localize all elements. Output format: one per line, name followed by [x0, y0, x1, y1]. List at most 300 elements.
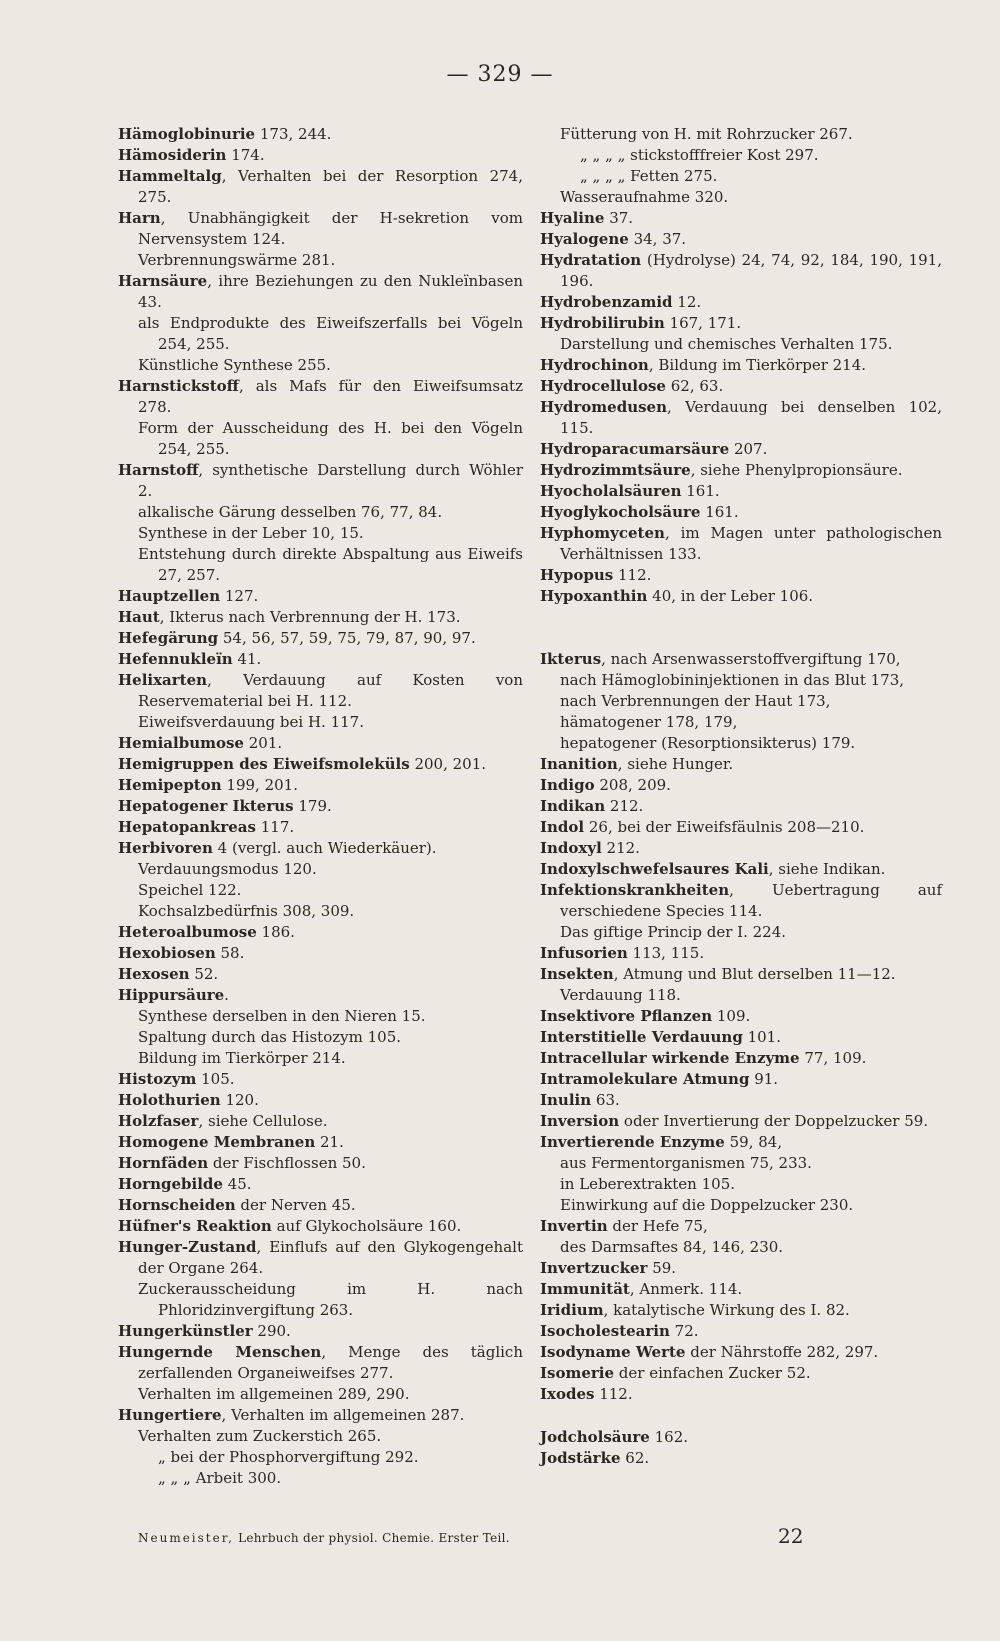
index-entry — [118, 166, 523, 208]
index-term: Hyoglykocholsäure — [540, 503, 701, 521]
index-refs: 207. — [729, 440, 768, 458]
index-entry — [118, 355, 523, 376]
index-refs: , Verhalten bei der Resorption 274, 275. — [138, 167, 523, 206]
index-entry — [118, 1006, 523, 1027]
index-entry — [118, 775, 523, 796]
index-refs: Darstellung und chemisches Verhalten 175. — [560, 335, 893, 353]
index-entry — [540, 1006, 942, 1027]
index-term: Inanition — [540, 755, 618, 773]
index-entry — [540, 250, 942, 292]
page-number: — 329 — — [446, 62, 554, 87]
index-refs: 173, 244. — [255, 125, 332, 143]
index-entry — [118, 586, 523, 607]
index-entry — [118, 922, 523, 943]
index-refs: oder Invertierung der Doppelzucker 59. — [619, 1112, 929, 1130]
index-entry — [540, 1069, 942, 1090]
index-entry — [540, 1132, 942, 1153]
index-term: Hepatopankreas — [118, 818, 256, 836]
index-term: Hepatogener Ikterus — [118, 797, 294, 815]
index-entry — [118, 796, 523, 817]
index-term: Invertin — [540, 1217, 608, 1235]
index-entry — [118, 943, 523, 964]
index-entry — [540, 460, 942, 481]
index-entry — [118, 1195, 523, 1216]
index-term: Iridium — [540, 1301, 604, 1319]
index-entry — [540, 1048, 942, 1069]
index-term: Holothurien — [118, 1091, 221, 1109]
index-term: Hypoxanthin — [540, 587, 648, 605]
index-entry — [118, 1384, 523, 1405]
index-term: Hyphomyceten — [540, 524, 665, 542]
index-term: Hydrozimmtsäure — [540, 461, 691, 479]
index-entry — [118, 1237, 523, 1279]
index-refs: , siehe Indikan. — [768, 860, 886, 878]
index-term: Homogene Membranen — [118, 1133, 316, 1151]
index-entry — [540, 859, 942, 880]
index-term: Heteroalbumose — [118, 923, 257, 941]
index-refs: , siehe Cellulose. — [198, 1112, 328, 1130]
index-term: Hexobiosen — [118, 944, 216, 962]
index-refs: „ „ „ „ stickstofffreier Kost 297. — [580, 146, 819, 164]
index-refs: 91. — [749, 1070, 779, 1088]
index-entry — [540, 775, 942, 796]
index-refs: hepatogener (Resorptionsikterus) 179. — [560, 734, 856, 752]
index-refs: 113, 115. — [627, 944, 705, 962]
index-refs: Zuckerausscheidung im H. nach Phloridzinvergiftung 263. — [138, 1280, 523, 1319]
index-refs: des Darmsaftes 84, 146, 230. — [560, 1238, 784, 1256]
index-entry — [118, 712, 523, 733]
index-refs: 41. — [232, 650, 262, 668]
index-refs: Entstehung durch direkte Abspaltung aus Eiweifs 27, 257. — [138, 545, 523, 584]
index-refs: 161. — [700, 503, 739, 521]
index-entry — [540, 670, 942, 691]
index-entry — [540, 922, 942, 943]
index-refs: Fütterung von H. mit Rohrzucker 267. — [560, 125, 853, 143]
index-term: Hydromedusen — [540, 398, 667, 416]
index-term: Hyalogene — [540, 230, 629, 248]
index-term: Hungernde Menschen — [118, 1343, 322, 1361]
index-refs: , siehe Hunger. — [617, 755, 734, 773]
index-entry — [540, 1300, 942, 1321]
index-entry — [118, 1174, 523, 1195]
index-term: Intramolekulare Atmung — [540, 1070, 750, 1088]
index-refs: 290. — [252, 1322, 291, 1340]
index-refs: , Verhalten im allgemeinen 287. — [221, 1406, 465, 1424]
index-entry — [540, 712, 942, 733]
index-refs: „ bei der Phosphorvergiftung 292. — [158, 1448, 419, 1466]
index-term: Herbivoren — [118, 839, 213, 857]
index-refs: Bildung im Tierkörper 214. — [138, 1049, 346, 1067]
index-entry — [118, 250, 523, 271]
index-term: Hämoglobinurie — [118, 125, 256, 143]
index-entry — [540, 1111, 942, 1132]
index-entry — [540, 880, 942, 922]
index-entry — [118, 418, 523, 460]
index-entry — [118, 880, 523, 901]
index-term: Inulin — [540, 1091, 592, 1109]
index-term: Hungertiere — [118, 1406, 222, 1424]
index-refs: der Nerven 45. — [235, 1196, 356, 1214]
index-refs: , siehe Phenylpropionsäure. — [690, 461, 903, 479]
index-entry — [540, 481, 942, 502]
index-refs: , Uebertragung auf verschiedene Species 114. — [560, 881, 942, 920]
index-term: Insekten — [540, 965, 614, 983]
index-term: Harn — [118, 209, 161, 227]
index-entry — [540, 502, 942, 523]
index-refs: Synthese in der Leber 10, 15. — [138, 524, 364, 542]
index-refs: 59. — [647, 1259, 677, 1277]
index-entry — [540, 376, 942, 397]
index-refs: 37. — [604, 209, 634, 227]
index-entry — [118, 1426, 523, 1447]
index-entry — [118, 124, 523, 145]
index-refs: Künstliche Synthese 255. — [138, 356, 331, 374]
index-refs: , Anmerk. 114. — [629, 1280, 743, 1298]
index-entry — [118, 733, 523, 754]
index-term: Hemigruppen des Eiweifsmoleküls — [118, 755, 410, 773]
index-refs: 34, 37. — [628, 230, 687, 248]
index-term: Ikterus — [540, 650, 602, 668]
index-entry — [118, 313, 523, 355]
index-entry — [118, 985, 523, 1006]
index-entry — [540, 166, 942, 187]
index-entry — [118, 1048, 523, 1069]
index-entry — [540, 586, 942, 607]
index-refs: 117. — [255, 818, 295, 836]
index-refs: 63. — [591, 1091, 620, 1109]
index-refs: „ „ „ Arbeit 300. — [158, 1469, 282, 1487]
index-refs: Synthese derselben in den Nieren 15. — [138, 1007, 426, 1025]
index-entry — [118, 1069, 523, 1090]
index-entry — [540, 1216, 942, 1237]
index-refs: 109. — [712, 1007, 751, 1025]
index-term: Interstitielle Verdauung — [540, 1028, 743, 1046]
index-entry — [540, 334, 942, 355]
index-entry — [118, 1405, 523, 1426]
index-refs: 59, 84, — [724, 1133, 783, 1151]
footer-author: Neumeister, — [138, 1531, 234, 1545]
index-refs: „ „ „ „ Fetten 275. — [580, 167, 718, 185]
index-refs: Kochsalzbedürfnis 308, 309. — [138, 902, 355, 920]
index-refs: , Verdauung bei denselben 102, 115. — [560, 398, 942, 437]
index-entry — [118, 1342, 523, 1384]
index-term: Hemipepton — [118, 776, 222, 794]
index-entry — [118, 1027, 523, 1048]
index-term: Hauptzellen — [118, 587, 221, 605]
index-refs: , als Mafs für den Eiweifsumsatz 278. — [138, 377, 523, 416]
index-entry — [118, 460, 523, 502]
index-term: Harnstickstoff — [118, 377, 239, 395]
index-entry — [540, 649, 942, 670]
index-term: Harnsäure — [118, 272, 208, 290]
index-refs: , Unabhängigkeit der H-sekretion vom Nervensystem 124. — [138, 209, 523, 248]
index-term: Hemialbumose — [118, 734, 244, 752]
index-entry — [118, 838, 523, 859]
index-refs: 201. — [243, 734, 283, 752]
index-entry — [540, 943, 942, 964]
index-refs: , Ikterus nach Verbrennung der H. 173. — [159, 608, 461, 626]
index-refs: alkalische Gärung desselben 76, 77, 84. — [138, 503, 443, 521]
index-entry — [118, 901, 523, 922]
index-term: Hydrochinon — [540, 356, 649, 374]
index-refs: 208, 209. — [594, 776, 671, 794]
index-term: Indikan — [540, 797, 606, 815]
index-term: Indoxyl — [540, 839, 602, 857]
index-entry — [540, 313, 942, 334]
index-entry — [540, 1195, 942, 1216]
index-refs: Verbrennungswärme 281. — [138, 251, 336, 269]
index-term: Hefennukleïn — [118, 650, 233, 668]
index-entry — [118, 628, 523, 649]
index-entry — [540, 124, 942, 145]
index-term: Invertzucker — [540, 1259, 648, 1277]
index-refs: 112. — [594, 1385, 633, 1403]
index-refs: , ihre Beziehungen zu den Nukleïnbasen 43. — [138, 272, 523, 311]
index-term: Hornscheiden — [118, 1196, 236, 1214]
index-refs: auf Glykocholsäure 160. — [271, 1217, 462, 1235]
index-refs: Verhalten im allgemeinen 289, 290. — [138, 1385, 410, 1403]
index-term: Hyocholalsäuren — [540, 482, 682, 500]
index-term: Hexosen — [118, 965, 190, 983]
index-refs: 52. — [189, 965, 219, 983]
index-entry — [118, 1132, 523, 1153]
index-refs: 161. — [681, 482, 720, 500]
signature-mark: 22 — [778, 1524, 804, 1548]
index-entry — [540, 691, 942, 712]
index-refs: aus Fermentorganismen 75, 233. — [560, 1154, 812, 1172]
index-refs: 112. — [613, 566, 652, 584]
index-entry — [540, 1384, 942, 1405]
index-refs: 162. — [649, 1428, 689, 1446]
index-refs: hämatogener 178, 179, — [560, 713, 738, 731]
index-entry — [118, 817, 523, 838]
index-refs: , im Magen unter pathologischen Verhältnissen 133. — [560, 524, 942, 563]
index-entry — [540, 208, 942, 229]
index-term: Hypopus — [540, 566, 614, 584]
index-term: Isomerie — [540, 1364, 615, 1382]
index-refs: 4 (vergl. auch Wiederkäuer). — [212, 839, 437, 857]
index-entry — [118, 754, 523, 775]
index-refs: . — [224, 986, 229, 1004]
index-refs: Das giftige Princip der I. 224. — [560, 923, 787, 941]
index-refs: 174. — [226, 146, 265, 164]
index-term: Jodcholsäure — [540, 1428, 650, 1446]
index-entry — [540, 1279, 942, 1300]
index-refs: 167, 171. — [664, 314, 742, 332]
index-refs: , Atmung und Blut derselben 11—12. — [613, 965, 896, 983]
index-entry — [540, 1321, 942, 1342]
footer-title: Lehrbuch der physiol. Chemie. Erster Teil. — [233, 1531, 510, 1545]
index-term: Hippursäure — [118, 986, 225, 1004]
index-entry — [118, 271, 523, 313]
index-entry — [540, 292, 942, 313]
index-refs: Eiweifsverdauung bei H. 117. — [138, 713, 364, 731]
index-entry — [540, 1342, 942, 1363]
index-term: Harnstoff — [118, 461, 199, 479]
index-entry — [118, 649, 523, 670]
index-term: Hungerkünstler — [118, 1322, 253, 1340]
index-term: Infektionskrankheiten — [540, 881, 730, 899]
index-entry — [540, 1027, 942, 1048]
index-entry — [118, 859, 523, 880]
page-footer — [138, 1531, 838, 1545]
index-refs: der einfachen Zucker 52. — [614, 1364, 811, 1382]
index-entry — [540, 565, 942, 586]
index-refs: Spaltung durch das Histozym 105. — [138, 1028, 402, 1046]
index-refs: Form der Ausscheidung des H. bei den Vögeln 254, 255. — [138, 419, 523, 458]
index-term: Indol — [540, 818, 585, 836]
index-term: Infusorien — [540, 944, 628, 962]
section-gap — [540, 607, 942, 649]
index-refs: (Hydrolyse) 24, 74, 92, 184, 190, 191, 196. — [560, 251, 942, 290]
index-term: Helixarten — [118, 671, 208, 689]
index-refs: , Menge des täglich zerfallenden Organeiweifses 277. — [138, 1343, 523, 1382]
index-entry — [540, 1153, 942, 1174]
index-term: Isocholestearin — [540, 1322, 670, 1340]
index-term: Horngebilde — [118, 1175, 223, 1193]
index-entry — [118, 544, 523, 586]
index-term: Indoxylschwefelsaures Kali — [540, 860, 769, 878]
index-term: Hunger-Zustand — [118, 1238, 257, 1256]
index-entry — [540, 523, 942, 565]
index-refs: 77, 109. — [799, 1049, 867, 1067]
index-term: Holzfaser — [118, 1112, 199, 1130]
index-refs: 212. — [605, 797, 644, 815]
index-refs: in Leberextrakten 105. — [560, 1175, 736, 1193]
index-term: Hefegärung — [118, 629, 219, 647]
index-refs: 72. — [669, 1322, 699, 1340]
index-entry — [540, 229, 942, 250]
index-term: Inversion — [540, 1112, 620, 1130]
index-term: Hydrocellulose — [540, 377, 666, 395]
index-refs: 21. — [315, 1133, 344, 1151]
index-refs: Speichel 122. — [138, 881, 242, 899]
index-entry — [540, 1363, 942, 1384]
index-entry — [118, 1090, 523, 1111]
index-entry — [118, 376, 523, 418]
index-refs: 40, in der Leber 106. — [647, 587, 814, 605]
index-term: Insektivore Pflanzen — [540, 1007, 713, 1025]
index-term: Indigo — [540, 776, 595, 794]
index-refs: 62. — [620, 1449, 650, 1467]
index-refs: 179. — [293, 797, 332, 815]
index-refs: nach Hämoglobininjektionen in das Blut 173, — [560, 671, 905, 689]
index-refs: 62, 63. — [665, 377, 724, 395]
index-term: Hüfner's Reaktion — [118, 1217, 272, 1235]
index-refs: , nach Arsenwasserstoffvergiftung 170, — [601, 650, 901, 668]
index-entry — [540, 1090, 942, 1111]
index-entry — [540, 397, 942, 439]
index-refs: als Endprodukte des Eiweifszerfalls bei Vögeln 254, 255. — [138, 314, 523, 353]
index-entry — [540, 1174, 942, 1195]
index-entry — [118, 1321, 523, 1342]
index-entry — [540, 796, 942, 817]
index-refs: 200, 201. — [409, 755, 487, 773]
index-entry — [540, 1237, 942, 1258]
index-entry — [118, 502, 523, 523]
index-refs: Verdauung 118. — [560, 986, 681, 1004]
index-entry — [118, 145, 523, 166]
index-term: Hydroparacumarsäure — [540, 440, 730, 458]
index-entry — [540, 985, 942, 1006]
index-refs: , synthetische Darstellung durch Wöhler 2. — [138, 461, 523, 500]
index-term: Invertierende Enzyme — [540, 1133, 725, 1151]
index-term: Isodyname Werte — [540, 1343, 686, 1361]
index-entry — [118, 964, 523, 985]
index-refs: , katalytische Wirkung des I. 82. — [603, 1301, 850, 1319]
index-entry — [540, 1427, 942, 1448]
index-term: Hyaline — [540, 209, 605, 227]
index-term: Hydrobenzamid — [540, 293, 673, 311]
index-refs: 199, 201. — [221, 776, 298, 794]
index-refs: 26, bei der Eiweifsfäulnis 208—210. — [584, 818, 865, 836]
index-entry — [118, 1216, 523, 1237]
index-entry — [540, 838, 942, 859]
index-term: Hammeltalg — [118, 167, 222, 185]
index-entry — [540, 439, 942, 460]
index-entry — [540, 964, 942, 985]
index-entry — [118, 1447, 523, 1468]
index-refs: nach Verbrennungen der Haut 173, — [560, 692, 831, 710]
index-entry — [118, 208, 523, 250]
index-entry — [118, 1153, 523, 1174]
index-refs: der Nährstoffe 282, 297. — [685, 1343, 879, 1361]
index-entry — [540, 733, 942, 754]
index-entry — [540, 355, 942, 376]
index-refs: , Verdauung auf Kosten von Reservematerial bei H. 112. — [138, 671, 523, 710]
index-refs: 186. — [256, 923, 295, 941]
index-entry — [540, 817, 942, 838]
index-entry — [540, 1448, 942, 1469]
index-entry — [118, 523, 523, 544]
index-column-right — [540, 124, 942, 1469]
index-term: Jodstärke — [540, 1449, 621, 1467]
index-term: Hämosiderin — [118, 146, 227, 164]
index-refs: der Fischflossen 50. — [208, 1154, 366, 1172]
index-refs: 58. — [215, 944, 245, 962]
index-term: Hydrobilirubin — [540, 314, 665, 332]
index-term: Hydratation — [540, 251, 642, 269]
index-refs: , Bildung im Tierkörper 214. — [648, 356, 867, 374]
index-term: Haut — [118, 608, 160, 626]
index-term: Immunität — [540, 1280, 630, 1298]
index-refs: 127. — [220, 587, 259, 605]
index-refs: 212. — [601, 839, 640, 857]
index-refs: Verdauungsmodus 120. — [138, 860, 317, 878]
index-entry — [118, 670, 523, 712]
index-refs: 120. — [220, 1091, 259, 1109]
index-refs: 45. — [222, 1175, 252, 1193]
index-entry — [118, 1468, 523, 1489]
index-entry — [540, 1258, 942, 1279]
index-entry — [540, 145, 942, 166]
index-refs: , Einflufs auf den Glykogengehalt der Organe 264. — [138, 1238, 523, 1277]
index-column-left — [118, 124, 523, 1489]
index-term: Histozym — [118, 1070, 197, 1088]
index-refs: 54, 56, 57, 59, 75, 79, 87, 90, 97. — [218, 629, 476, 647]
index-term: Intracellular wirkende Enzyme — [540, 1049, 800, 1067]
index-entry — [540, 187, 942, 208]
index-entry — [540, 754, 942, 775]
index-term: Hornfäden — [118, 1154, 209, 1172]
index-entry — [118, 1279, 523, 1321]
index-refs: 105. — [196, 1070, 235, 1088]
index-refs: der Hefe 75, — [607, 1217, 708, 1235]
index-refs: Verhalten zum Zuckerstich 265. — [138, 1427, 382, 1445]
index-refs: 12. — [672, 293, 702, 311]
index-refs: Wasseraufnahme 320. — [560, 188, 729, 206]
index-refs: Einwirkung auf die Doppelzucker 230. — [560, 1196, 854, 1214]
